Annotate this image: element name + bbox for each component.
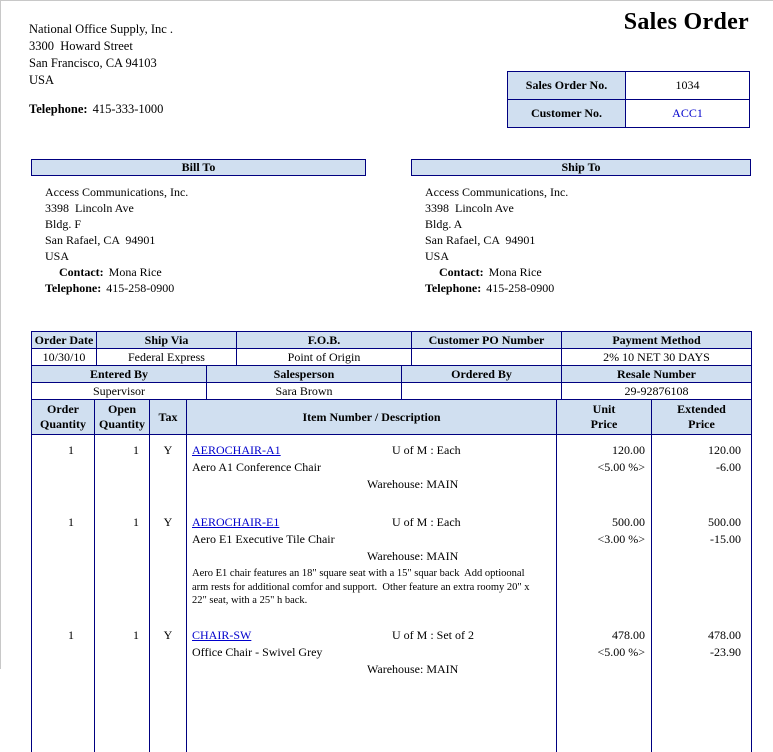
open-quantity-header: Open Quantity xyxy=(95,400,150,435)
order-date-value: 10/30/10 xyxy=(32,349,97,366)
warehouse: Warehouse: MAIN xyxy=(367,661,459,676)
table-filler-row xyxy=(32,692,752,752)
ship-via-value: Federal Express xyxy=(97,349,237,366)
contact-value: Mona Rice xyxy=(488,265,542,279)
order-quantity-header: Order Quantity xyxy=(32,400,95,435)
ship-to-header: Ship To xyxy=(411,159,751,176)
contact-label: Contact: xyxy=(439,265,484,279)
tax-header: Tax xyxy=(150,400,187,435)
resale-number-value: 29-92876108 xyxy=(562,383,752,400)
table-row xyxy=(32,620,752,692)
ship-to-phone xyxy=(411,280,751,296)
open-quantity: 1 xyxy=(133,443,139,457)
extended-price-header: Extended Price xyxy=(652,400,752,435)
customer-no-label: Customer No. xyxy=(508,100,626,128)
salesperson-value: Sara Brown xyxy=(207,383,402,400)
order-grid xyxy=(31,331,751,752)
ship-to-address-line: USA xyxy=(425,249,450,263)
bill-to-company: Access Communications, Inc. xyxy=(45,185,189,199)
contact-label: Contact: xyxy=(59,265,104,279)
payment-method-header: Payment Method xyxy=(562,332,752,349)
order-quantity: 1 xyxy=(68,443,74,457)
bill-to-block xyxy=(31,159,366,296)
order-details-row1 xyxy=(31,331,752,366)
bill-to-header: Bill To xyxy=(31,159,366,176)
item-description: Office Chair - Swivel Grey xyxy=(192,644,323,659)
unit-discount: <3.00 %> xyxy=(597,532,645,546)
warehouse: Warehouse: MAIN xyxy=(367,549,459,563)
telephone-label: Telephone: xyxy=(29,102,88,116)
bill-to-address-line: San Rafael, CA 94901 xyxy=(45,233,156,247)
resale-number-header: Resale Number xyxy=(562,366,752,383)
item-number-link[interactable]: AEROCHAIR-A1 xyxy=(192,443,281,457)
item-description: Aero A1 Conference Chair xyxy=(192,460,321,474)
ordered-by-header: Ordered By xyxy=(402,366,562,383)
unit-discount: <5.00 %> xyxy=(597,460,645,474)
bill-to-contact xyxy=(31,264,366,280)
open-quantity: 1 xyxy=(133,627,139,642)
company-address-line: San Francisco, CA 94103 xyxy=(29,56,157,70)
unit-price-header: Unit Price xyxy=(557,400,652,435)
ship-via-header: Ship Via xyxy=(97,332,237,349)
telephone-value: 415-258-0900 xyxy=(486,281,555,295)
company-address-line: USA xyxy=(29,73,55,87)
extended-price: 478.00 xyxy=(708,627,741,642)
company-name: National Office Supply, Inc . xyxy=(29,22,174,36)
company-phone xyxy=(29,101,173,118)
bill-to-address-line: USA xyxy=(45,249,70,263)
addresses-section xyxy=(31,159,751,309)
sales-order-no-label: Sales Order No. xyxy=(508,72,626,100)
ship-to-address-line: San Rafael, CA 94901 xyxy=(425,233,536,247)
fob-value: Point of Origin xyxy=(237,349,412,366)
company-block xyxy=(29,21,173,118)
order-details-row2 xyxy=(31,365,752,400)
table-row xyxy=(32,507,752,620)
item-long-description: Aero E1 chair features an 18" square seat with a 15" squar back Add optioonal arm rests for additional comfor and support. Other feature an extra roomy 20" x 22" seat, with a 25" h back. xyxy=(192,568,533,606)
sales-order-no-value: 1034 xyxy=(626,72,750,100)
tax-flag: Y xyxy=(163,515,173,529)
fob-header: F.O.B. xyxy=(237,332,412,349)
extended-discount: -6.00 xyxy=(716,460,741,474)
tax-flag: Y xyxy=(163,443,173,457)
unit-price: 500.00 xyxy=(612,515,645,529)
table-row xyxy=(32,435,752,508)
unit-of-measure: U of M : Set of 2 xyxy=(392,627,474,642)
item-description-header: Item Number / Description xyxy=(187,400,557,435)
entered-by-value: Supervisor xyxy=(32,383,207,400)
open-quantity: 1 xyxy=(133,515,139,529)
customer-number-link[interactable]: ACC1 xyxy=(672,106,703,120)
bill-to-phone xyxy=(31,280,366,296)
company-address-line: 3300 Howard Street xyxy=(29,39,133,53)
entered-by-header: Entered By xyxy=(32,366,207,383)
bill-to-address-line: Bldg. F xyxy=(45,217,82,231)
unit-of-measure: U of M : Each xyxy=(392,515,461,529)
tax-flag: Y xyxy=(163,627,173,642)
item-number-link[interactable]: CHAIR-SW xyxy=(192,627,252,642)
unit-price: 478.00 xyxy=(612,627,645,642)
item-number-link[interactable]: AEROCHAIR-E1 xyxy=(192,515,280,529)
order-meta-table xyxy=(507,71,750,128)
ship-to-company: Access Communications, Inc. xyxy=(425,185,569,199)
unit-of-measure: U of M : Each xyxy=(392,443,461,457)
extended-price: 500.00 xyxy=(708,515,741,529)
ship-to-block xyxy=(411,159,751,296)
unit-price: 120.00 xyxy=(612,443,645,457)
warehouse: Warehouse: MAIN xyxy=(367,477,459,491)
extended-discount: -23.90 xyxy=(710,644,741,659)
ship-to-contact xyxy=(411,264,751,280)
extended-discount: -15.00 xyxy=(710,532,741,546)
items-table xyxy=(31,399,752,752)
ordered-by-value xyxy=(402,383,562,400)
order-quantity: 1 xyxy=(68,627,74,642)
telephone-value: 415-258-0900 xyxy=(106,281,175,295)
item-description: Aero E1 Executive Tile Chair xyxy=(192,532,335,546)
payment-method-value: 2% 10 NET 30 DAYS xyxy=(562,349,752,366)
telephone-label: Telephone: xyxy=(425,281,482,295)
telephone-label: Telephone: xyxy=(45,281,102,295)
telephone-value: 415-333-1000 xyxy=(92,102,164,116)
contact-value: Mona Rice xyxy=(108,265,162,279)
salesperson-header: Salesperson xyxy=(207,366,402,383)
page-title: Sales Order xyxy=(623,9,749,35)
unit-discount: <5.00 %> xyxy=(597,644,645,659)
bill-to-address-line: 3398 Lincoln Ave xyxy=(45,201,134,215)
extended-price: 120.00 xyxy=(708,443,741,457)
ship-to-address-line: Bldg. A xyxy=(425,217,463,231)
order-date-header: Order Date xyxy=(32,332,97,349)
order-quantity: 1 xyxy=(68,515,74,529)
customer-po-value xyxy=(412,349,562,366)
ship-to-address-line: 3398 Lincoln Ave xyxy=(425,201,514,215)
customer-po-header: Customer PO Number xyxy=(412,332,562,349)
